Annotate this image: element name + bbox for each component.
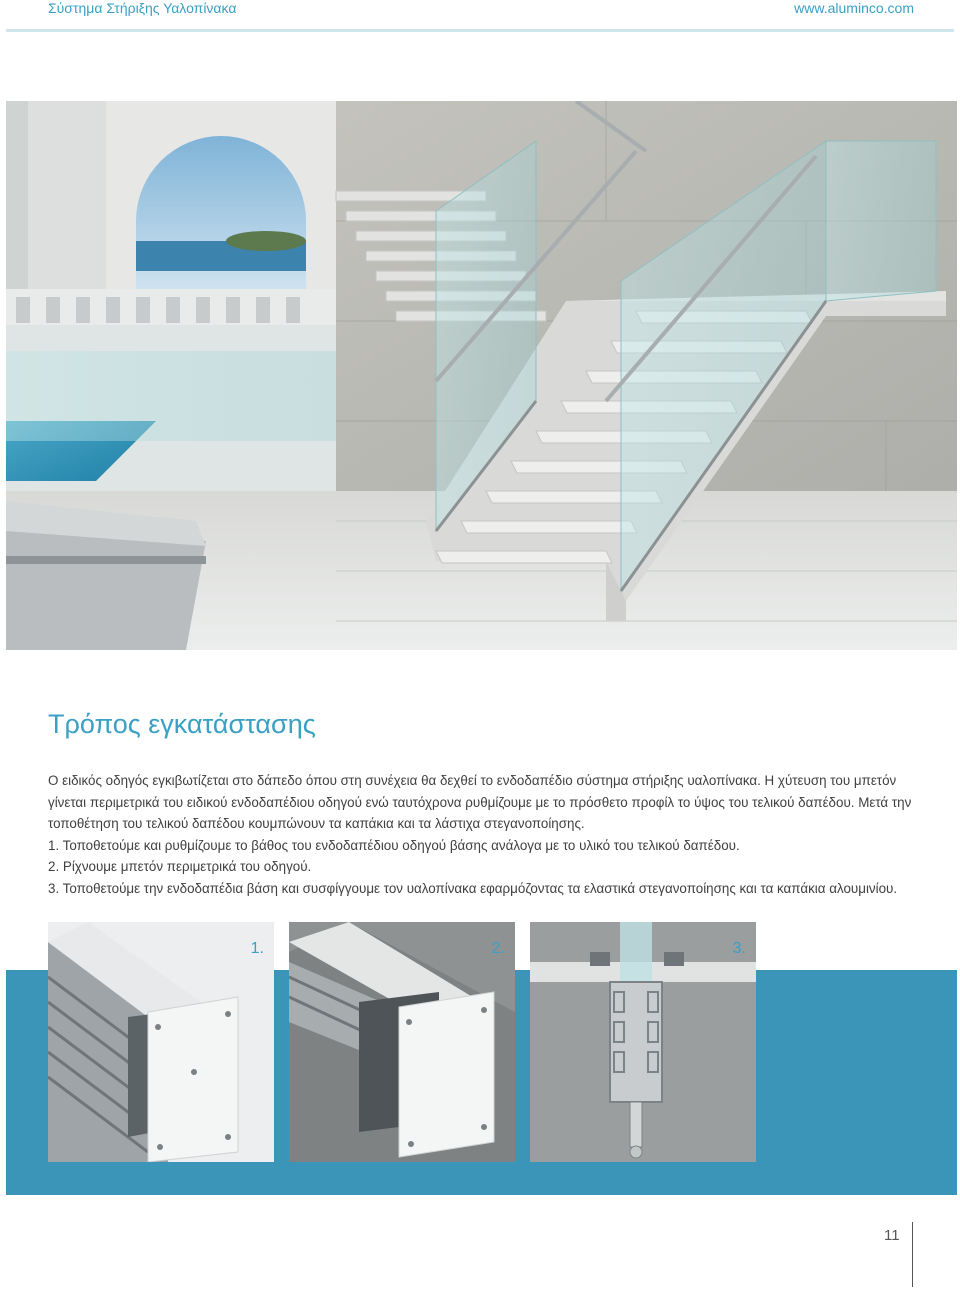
figure-1-panel (48, 922, 274, 1162)
figure-1-label: 1. (250, 940, 264, 957)
figure-3-label: 3. (732, 940, 746, 957)
staircase-illustration (6, 101, 957, 650)
page-header (0, 0, 960, 30)
figure-2-label: 2. (491, 940, 505, 957)
figure-3-glass-base-illustration (530, 922, 756, 1162)
page-number-rule (912, 1222, 913, 1287)
step-3: 3. Τοποθετούμε την ενδοδαπέδια βάση και συσφίγγουμε τον υαλοπίνακα εφαρμόζοντας τα ελαστικά στεγανοποίησης και τα καπάκια αλουμινίου. (48, 880, 898, 896)
page-number: 11 (884, 1227, 900, 1244)
step-2: 2. Ρίχνουμε μπετόν περιμετρικά του οδηγού. (48, 859, 312, 875)
step-1: 1. Τοποθετούμε και ρυθμίζουμε το βάθος του ενδοδαπέδιου οδηγού βάσης ανάλογα με το υλικό του τελικού δαπέδου. (48, 837, 740, 853)
hero-staircase-photo (6, 101, 957, 650)
figure-2-panel (289, 922, 515, 1162)
installation-text (48, 770, 918, 900)
header-title: Σύστημα Στήριξης Υαλοπίνακα (48, 0, 237, 16)
figure-1-profile-illustration (48, 922, 274, 1162)
intro-paragraph: Ο ειδικός οδηγός εγκιβωτίζεται στο δάπεδο όπου στη συνέχεια θα δεχθεί το ενδοδαπέδιο σύστημα στήριξης υαλοπίνακα. Η χύτευση του μπετόν γίνεται περιμετρικά του ειδικού ενδοδαπέδιου οδηγού ενώ ταυτόχρονα ρυθμίζουμε με το πρόσθετο προφίλ το ύψος του τελικού δαπέδου. Μετά την τοποθέτηση του τελικού δαπέδου κουμπώνουν τα καπάκια και τα λάστιχα στεγανοποίησης. (48, 773, 912, 832)
figure-3-panel (530, 922, 756, 1162)
figure-2-concrete-illustration (289, 922, 515, 1162)
header-rule (6, 29, 954, 32)
header-url[interactable]: www.aluminco.com (794, 0, 914, 16)
section-title: Τρόπος εγκατάστασης (48, 709, 316, 739)
